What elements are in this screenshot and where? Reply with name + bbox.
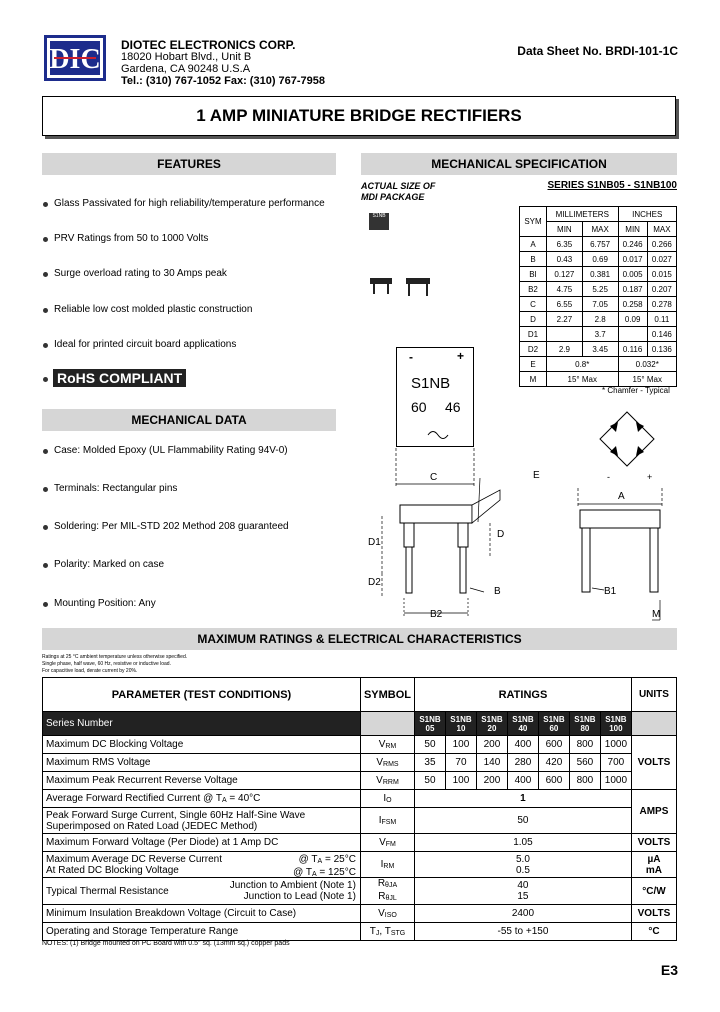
series-cell: S1NB 80 <box>569 712 600 736</box>
row-dc-blocking: Maximum DC Blocking Voltage VRM 50 100 200 400 600 800 1000 VOLTS <box>43 736 677 754</box>
feature-item: Ideal for printed circuit board applications <box>43 339 236 350</box>
dim-row: E 0.8* 0.032* <box>520 357 677 372</box>
rohs-bullet <box>43 377 48 382</box>
features-heading: FEATURES <box>42 153 336 175</box>
series-cell: S1NB 40 <box>507 712 538 736</box>
dim-label-c: C <box>430 472 438 483</box>
datasheet-number: Data Sheet No. BRDI-101-1C <box>517 44 678 58</box>
schematic-plus: + <box>647 472 653 482</box>
row-surge: Peak Forward Surge Current, Single 60Hz Half-Sine Wave Superimposed on Rated Load (JEDEC Method) IFSM 50 <box>43 808 677 834</box>
col-units: UNITS <box>631 678 676 712</box>
col-ratings: RATINGS <box>415 678 632 712</box>
row-temperature: Operating and Storage Temperature Range TJ, TSTG -55 to +150 °C <box>43 923 677 941</box>
svg-text:DIC: DIC <box>49 44 101 75</box>
company-logo <box>44 35 106 81</box>
package-top-view <box>396 347 474 447</box>
mech-data-item: Polarity: Marked on case <box>43 559 164 570</box>
dim-label-d1: D1 <box>368 537 381 548</box>
company-address-1: 18020 Hobart Blvd., Unit B <box>121 51 252 63</box>
dim-row: B 0.43 0.69 0.017 0.027 <box>520 252 677 267</box>
package-part-num-1: 60 <box>411 399 427 415</box>
actual-size-label: ACTUAL SIZE OF MDI PACKAGE <box>361 181 436 202</box>
page-number: E3 <box>660 962 678 978</box>
dim-label-b1: B1 <box>604 586 617 597</box>
series-cell: S1NB 20 <box>476 712 507 736</box>
dim-label-d: D <box>497 529 505 540</box>
ac-wave-icon <box>427 430 449 440</box>
series-cell: S1NB 10 <box>445 712 476 736</box>
feature-item: PRV Ratings from 50 to 1000 Volts <box>43 233 208 244</box>
dim-label-e: E <box>533 470 540 481</box>
row-forward-voltage: Maximum Forward Voltage (Per Diode) at 1 Amp DC VFM 1.05 VOLTS <box>43 834 677 852</box>
dim-row: C 6.55 7.05 0.258 0.278 <box>520 297 677 312</box>
series-number-label: Series Number <box>43 712 361 736</box>
package-plus: + <box>457 349 465 363</box>
package-part-label: S1NB <box>411 375 451 392</box>
mechanical-spec-heading: MECHANICAL SPECIFICATION <box>361 153 677 175</box>
dim-row: M 15° Max 15° Max <box>520 372 677 387</box>
row-insulation: Minimum Insulation Breakdown Voltage (Circuit to Case) VISO 2400 VOLTS <box>43 905 677 923</box>
series-cell: S1NB 05 <box>415 712 446 736</box>
row-peak-reverse: Maximum Peak Recurrent Reverse Voltage VRRM 50 100 200 400 600 800 1000 <box>43 772 677 790</box>
footer-notes: NOTES: (1) Bridge mounted on PC Board with 0.5" sq. (13mm sq.) copper pads <box>42 940 290 947</box>
feature-item: Surge overload rating to 30 Amps peak <box>43 268 227 279</box>
ratings-notes: Ratings at 25 °C ambient temperature unless otherwise specified. Single phase, half wave, 60 Hz, resistive or inductive load. For capacitive load, derate current by 20%. <box>42 654 188 674</box>
actual-size-chip: S1NB <box>369 213 389 230</box>
row-avg-current: Average Forward Rectified Current @ TA = 40°C IO 1 AMPS <box>43 790 677 808</box>
mechanical-data-heading: MECHANICAL DATA <box>42 409 336 431</box>
dimension-table: SYM MILLIMETERS INCHES MIN MAX MIN MAX A 6.35 6.757 0.246 0.266 B 0.43 0.69 0.017 0.027 BI 0.127 0.381 0.005 0.015 B2 4.75 5.25 0.187 0.207 C 6.55 7.05 0.258 0.278 D 2.27 2.8 0.09 0.11 D1 3.7 0.146 D2 2.9 3.45 0.116 0.136 E 0.8* 0.032* M 15° Max 15° Max <box>519 206 677 387</box>
dim-col-sym: SYM <box>520 207 547 237</box>
mech-data-item: Soldering: Per MIL-STD 202 Method 208 guaranteed <box>43 521 289 532</box>
col-parameter: PARAMETER (TEST CONDITIONS) <box>43 678 361 712</box>
row-rms: Maximum RMS Voltage VRMS 35 70 140 280 420 560 700 <box>43 754 677 772</box>
series-label: SERIES S1NB05 - S1NB100 <box>547 180 677 191</box>
rohs-badge: RoHS COMPLIANT <box>53 369 186 387</box>
dim-row: BI 0.127 0.381 0.005 0.015 <box>520 267 677 282</box>
chamfer-note: * Chamfer - Typical <box>602 386 670 395</box>
dim-row: A 6.35 6.757 0.246 0.266 <box>520 237 677 252</box>
dim-col-in: INCHES <box>618 207 677 222</box>
dim-col-mm: MILLIMETERS <box>547 207 619 222</box>
bridge-schematic-icon <box>596 408 658 470</box>
company-address-2: Gardena, CA 90248 U.S.A <box>121 63 251 75</box>
dim-label-a: A <box>618 491 625 502</box>
package-minus: - <box>409 350 413 364</box>
dim-label-b2: B2 <box>430 609 443 620</box>
dim-label-b: B <box>494 586 501 597</box>
mech-data-item: Mounting Position: Any <box>43 598 156 609</box>
ratings-table <box>42 677 677 941</box>
series-cell: S1NB 100 <box>600 712 631 736</box>
package-drawings <box>360 448 680 628</box>
dim-row: D 2.27 2.8 0.09 0.11 <box>520 312 677 327</box>
dim-row: D1 3.7 0.146 <box>520 327 677 342</box>
row-reverse-current: Maximum Average DC Reverse Current At Rated DC Blocking Voltage @ TA = 25°C @ TA = 125°C IRM 5.0 0.5 µA mA <box>43 852 677 878</box>
side-view-icon <box>368 276 438 305</box>
series-cell: S1NB 60 <box>538 712 569 736</box>
package-part-num-2: 46 <box>445 399 461 415</box>
col-symbol: SYMBOL <box>360 678 414 712</box>
schematic-minus: - <box>607 472 610 482</box>
page-title-text: 1 AMP MINIATURE BRIDGE RECTIFIERS <box>196 106 522 125</box>
dim-label-d2: D2 <box>368 577 381 588</box>
mech-data-item: Terminals: Rectangular pins <box>43 483 177 494</box>
ratings-heading: MAXIMUM RATINGS & ELECTRICAL CHARACTERISTICS <box>42 628 677 650</box>
row-thermal: Typical Thermal Resistance Junction to Ambient (Note 1) Junction to Lead (Note 1) RθJA RθJL 40 15 °C/W <box>43 878 677 905</box>
dim-row: B2 4.75 5.25 0.187 0.207 <box>520 282 677 297</box>
page-title <box>42 96 676 136</box>
mech-data-item: Case: Molded Epoxy (UL Flammability Rating 94V-0) <box>43 445 288 456</box>
feature-item: Glass Passivated for high reliability/temperature performance <box>43 198 325 209</box>
feature-item: Reliable low cost molded plastic construction <box>43 304 252 315</box>
company-phone: Tel.: (310) 767-1052 Fax: (310) 767-7958 <box>121 75 326 87</box>
dim-row: D2 2.9 3.45 0.116 0.136 <box>520 342 677 357</box>
dim-label-m: M <box>652 609 661 620</box>
company-name: DIOTEC ELECTRONICS CORP. <box>121 38 296 52</box>
